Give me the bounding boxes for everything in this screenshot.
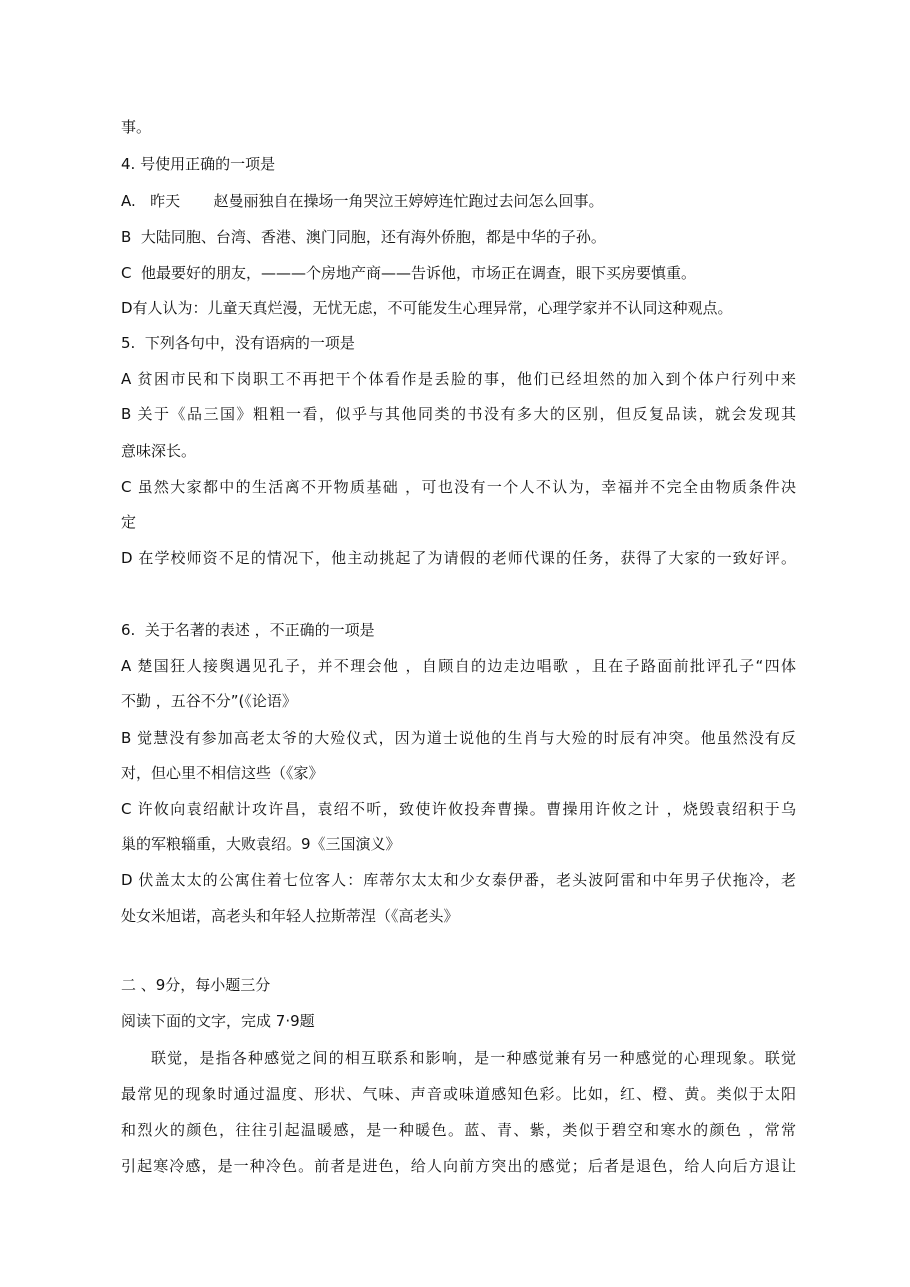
passage-line: 和烈火的颜色，往往引起温暖感，是一种暖色。蓝、青、紫，类似于碧空和寒水的颜色 ，常常 <box>121 1121 796 1139</box>
question-6-option-d: D 伏盖太太的公寓住着七位客人：库蒂尔太太和少女泰伊番，老头波阿雷和中年男子伏拖冷，老 <box>121 871 796 889</box>
question-5-option-a: A 贫困市民和下岗职工不再把干个体看作是丢脸的事，他们已经坦然的加入到个体户行列中来 <box>121 370 796 388</box>
question-6-option-b-cont: 对，但心里不相信这些（《家》 <box>121 764 324 782</box>
question-4-option-b: B 大陆同胞、台湾、香港、澳门同胞，还有海外侨胞，都是中华的子孙。 <box>121 228 606 246</box>
question-6-option-a: A 楚国狂人接舆遇见孔子，并不理会他 ，自顾自的边走边唱歌 ，且在子路面前批评孔子“四体 <box>121 657 796 675</box>
question-4-option-a: A. 昨天 赵曼丽独自在操场一角哭泣王婷婷连忙跑过去问怎么回事。 <box>121 192 604 210</box>
section-2-heading: 二 、9分，每小题三分 <box>121 976 271 994</box>
question-6-option-c: C 许攸向袁绍献计攻许昌，袁绍不听，致使许攸投奔曹操。曹操用许攸之计 ，烧毁袁绍积于乌 <box>121 800 796 818</box>
question-5-option-d: D 在学校师资不足的情况下，他主动挑起了为请假的老师代课的任务，获得了大家的一致好评。 <box>121 549 796 567</box>
passage-line: 最常见的现象时通过温度、形状、气味、声音或味道感知色彩。比如，红、橙、黄。类似于太阳 <box>121 1085 796 1103</box>
question-5-option-b-cont: 意味深长。 <box>121 442 197 460</box>
question-6-option-b: B 觉慧没有参加高老太爷的大殓仪式，因为道士说他的生肖与大殓的时辰有冲突。他虽然没有反 <box>121 729 796 747</box>
question-4-stem: 4. 号使用正确的一项是 <box>121 155 276 173</box>
question-5-option-c-cont: 定 <box>121 513 137 531</box>
text-line: 事。 <box>121 118 152 136</box>
question-6-stem: 6. 关于名著的表述 ，不正确的一项是 <box>121 621 375 639</box>
question-6-option-c-cont: 巢的军粮辎重，大败袁绍。9《三国演义》 <box>121 835 401 853</box>
question-4-option-c: C 他最要好的朋友，———个房地产商——告诉他，市场正在调查，眼下买房要慎重。 <box>121 264 697 282</box>
question-5-option-c: C 虽然大家都中的生活离不开物质基础 ，可也没有一个人不认为，幸福并不完全由物质条件决 <box>121 478 796 496</box>
question-5-option-b: B 关于《品三国》粗粗一看，似乎与其他同类的书没有多大的区别，但反复品读，就会发现其 <box>121 405 796 423</box>
question-6-option-d-cont: 处女米旭诺，高老头和年轻人拉斯蒂涅（《高老头》 <box>121 907 459 925</box>
question-5-stem: 5. 下列各句中，没有语病的一项是 <box>121 334 355 352</box>
passage-line: 联觉，是指各种感觉之间的相互联系和影响，是一种感觉兼有另一种感觉的心理现象。联觉 <box>151 1049 796 1067</box>
question-4-option-d: D有人认为：儿童天真烂漫，无忧无虑，不可能发生心理异常，心理学家并不认同这种观点。 <box>121 299 733 317</box>
passage-line: 引起寒冷感，是一种冷色。前者是进色，给人向前方突出的感觉；后者是退色，给人向后方退让 <box>121 1157 796 1175</box>
question-6-option-a-cont: 不勤 ，五谷不分”(《论语》 <box>121 692 297 710</box>
reading-instruction: 阅读下面的文字，完成 7·9题 <box>121 1012 315 1030</box>
